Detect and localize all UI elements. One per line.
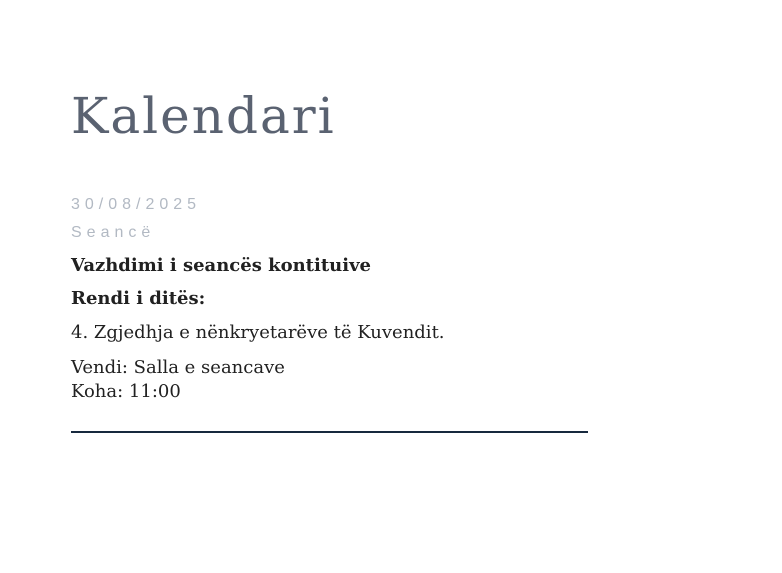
event-divider: [71, 431, 588, 433]
agenda-item: 4. Zgjedhja e nënkryetarëve të Kuvendit.: [71, 322, 445, 344]
event-time: Koha: 11:00: [71, 381, 181, 403]
venue-time-block: [71, 356, 782, 404]
agenda-label: Rendi i ditës:: [71, 288, 206, 310]
event-venue: Vendi: Salla e seancave: [71, 357, 285, 379]
event-type-label: Seancë: [71, 224, 156, 242]
event-entry: [71, 195, 782, 433]
event-title: Vazhdimi i seancës kontituive: [71, 255, 371, 277]
event-date: 30/08/2025: [71, 196, 202, 213]
page-title: Kalendari: [71, 87, 336, 145]
